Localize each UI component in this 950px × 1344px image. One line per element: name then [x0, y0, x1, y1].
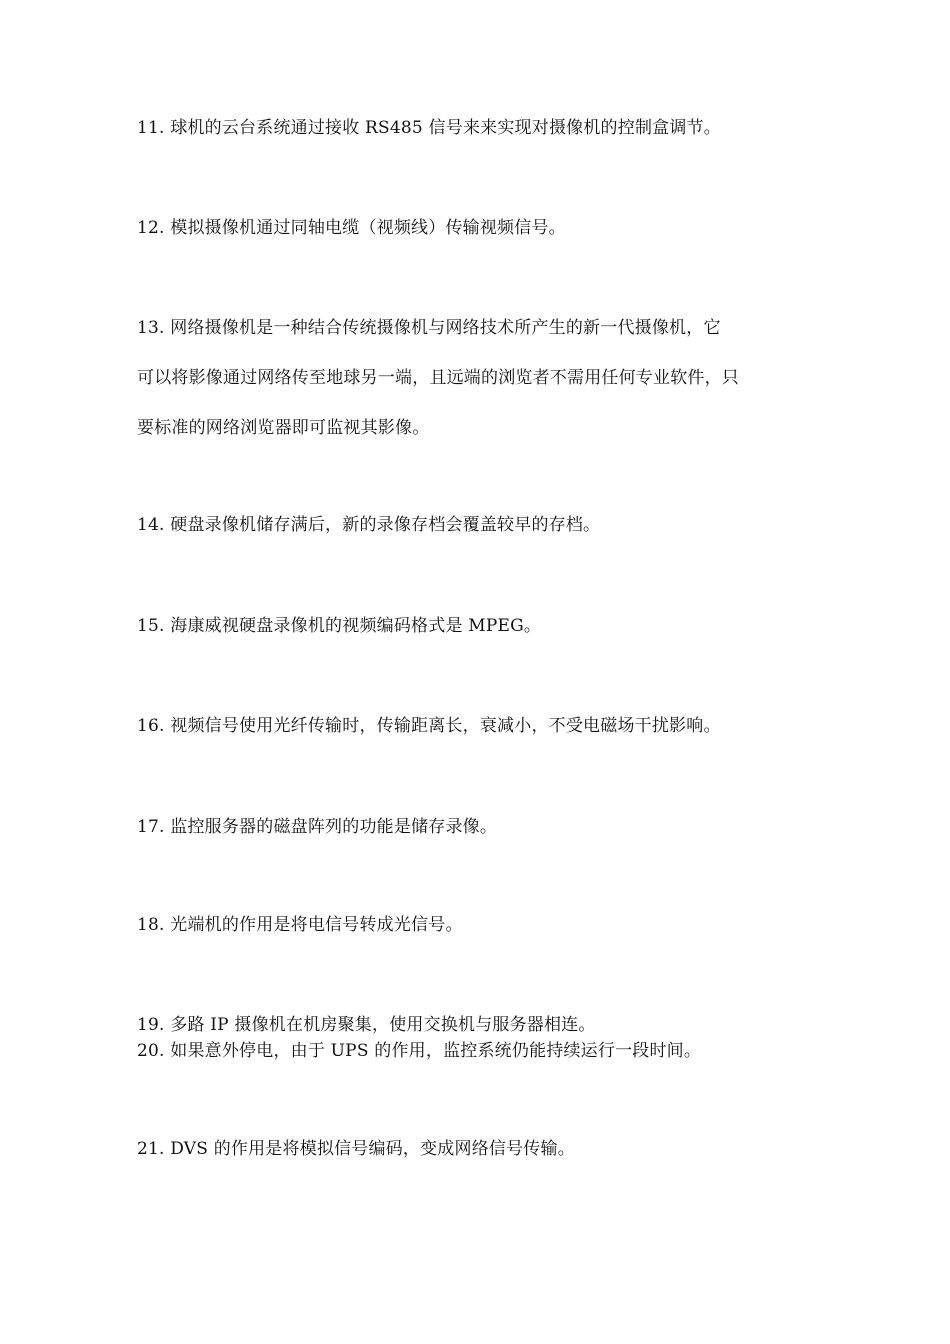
item-19-text: 多路 IP 摄像机在机房聚集，使用交换机与服务器相连。 [170, 1015, 596, 1035]
item-15-number: 15. [137, 616, 165, 636]
item-17-number: 17. [137, 817, 165, 837]
item-16-text: 视频信号使用光纤传输时，传输距离长，衰减小，不受电磁场干扰影响。 [170, 716, 721, 736]
item-15-line-1 [137, 615, 541, 637]
item-13-text-2: 可以将影像通过网络传至地球另一端，且远端的浏览者不需用任何专业软件，只 [137, 368, 739, 388]
item-11-text: 球机的云台系统通过接收 RS485 信号来来实现对摄像机的控制盒调节。 [170, 118, 721, 138]
item-21-line-1 [137, 1138, 575, 1160]
item-17-text: 监控服务器的磁盘阵列的功能是储存录像。 [170, 817, 498, 837]
item-18-number: 18. [137, 915, 165, 935]
item-12-line-1 [137, 217, 566, 239]
item-11-number: 11. [137, 118, 165, 138]
item-20-number: 20. [137, 1041, 165, 1061]
item-15-text: 海康威视硬盘录像机的视频编码格式是 MPEG。 [170, 616, 542, 636]
item-16-line-1 [137, 715, 721, 737]
item-17-line-1 [137, 816, 497, 838]
item-12-text: 模拟摄像机通过同轴电缆（视频线）传输视频信号。 [170, 218, 566, 238]
item-19-number: 19. [137, 1015, 165, 1035]
item-13-line-1 [137, 317, 721, 339]
item-13-line-2 [137, 367, 739, 389]
item-20-text: 如果意外停电，由于 UPS 的作用，监控系统仍能持续运行一段时间。 [170, 1041, 702, 1061]
item-13-text-1: 网络摄像机是一种结合传统摄像机与网络技术所产生的新一代摄像机，它 [170, 318, 721, 338]
item-13-text-3: 要标准的网络浏览器即可监视其影像。 [137, 418, 430, 438]
item-14-text: 硬盘录像机储存满后，新的录像存档会覆盖较早的存档。 [170, 515, 601, 535]
item-19-line-1 [137, 1014, 596, 1036]
item-13-line-3 [137, 417, 429, 439]
item-20-line-1 [137, 1040, 701, 1062]
item-13-number: 13. [137, 318, 165, 338]
item-14-number: 14. [137, 515, 165, 535]
item-11-line-1 [137, 117, 721, 139]
item-16-number: 16. [137, 716, 165, 736]
item-21-text: DVS 的作用是将模拟信号编码，变成网络信号传输。 [170, 1139, 575, 1159]
item-14-line-1 [137, 514, 600, 536]
item-12-number: 12. [137, 218, 165, 238]
item-18-line-1 [137, 914, 463, 936]
item-21-number: 21. [137, 1139, 165, 1159]
item-18-text: 光端机的作用是将电信号转成光信号。 [170, 915, 463, 935]
